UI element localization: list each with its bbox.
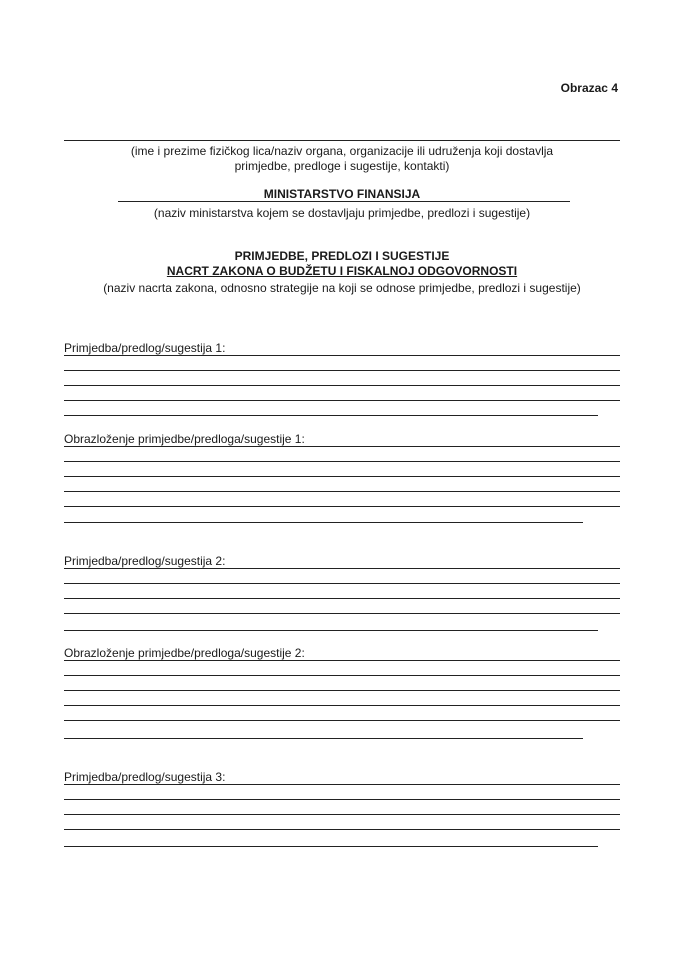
ministry-name: MINISTARSTVO FINANSIJA [263,187,421,201]
section-2-line-6[interactable] [64,522,583,523]
ministry-caption: (naziv ministarstva kojem se dostavljaju primjedbe, predlozi i sugestije) [153,206,531,220]
section-5-line-5[interactable] [64,846,598,847]
section-2-line-2[interactable] [64,461,620,462]
section-1-line-4[interactable] [64,400,620,401]
section-5-line-1[interactable] [64,784,620,785]
section-2-line-5[interactable] [64,506,620,507]
submitter-caption-1: (ime i prezime fizičkog lica/naziv organa, organizacije ili udruženja koji dostavlja [130,144,554,158]
section-4-line-1[interactable] [64,660,620,661]
section-4-line-3[interactable] [64,690,620,691]
section-1-line-3[interactable] [64,385,620,386]
section-3-line-1[interactable] [64,568,620,569]
section-3-line-3[interactable] [64,598,620,599]
section-4-line-4[interactable] [64,705,620,706]
section-5-line-2[interactable] [64,799,620,800]
submitter-caption-2: primjedbe, predloge i sugestije, kontakti) [234,159,450,173]
section-4-label: Obrazloženje primjedbe/predloga/sugestije 2: [64,646,305,660]
section-2-line-1[interactable] [64,446,620,447]
document-title: PRIMJEDBE, PREDLOZI I SUGESTIJE [234,249,450,263]
form-number: Obrazac 4 [560,81,618,95]
ministry-line [118,201,570,202]
section-5-line-4[interactable] [64,829,620,830]
section-2-label: Obrazloženje primjedbe/predloga/sugestije 1: [64,432,305,446]
section-1-line-2[interactable] [64,370,620,371]
section-3-line-2[interactable] [64,583,620,584]
section-1-line-1[interactable] [64,355,620,356]
section-5-line-3[interactable] [64,814,620,815]
section-5-label: Primjedba/predlog/sugestija 3: [64,770,226,784]
section-1-label: Primjedba/predlog/sugestija 1: [64,341,226,355]
section-4-line-2[interactable] [64,675,620,676]
section-4-line-5[interactable] [64,720,620,721]
section-2-line-3[interactable] [64,476,620,477]
law-name: NACRT ZAKONA O BUDŽETU I FISKALNOJ ODGOVORNOSTI [166,264,518,278]
section-3-line-4[interactable] [64,613,620,614]
submitter-name-line[interactable] [64,140,620,141]
section-3-label: Primjedba/predlog/sugestija 2: [64,554,226,568]
section-2-line-4[interactable] [64,491,620,492]
section-1-line-5[interactable] [64,415,598,416]
section-3-line-5[interactable] [64,630,598,631]
law-caption: (naziv nacrta zakona, odnosno strategije na koji se odnose primjedbe, predlozi i sugestije) [103,281,581,295]
section-4-line-6[interactable] [64,738,583,739]
